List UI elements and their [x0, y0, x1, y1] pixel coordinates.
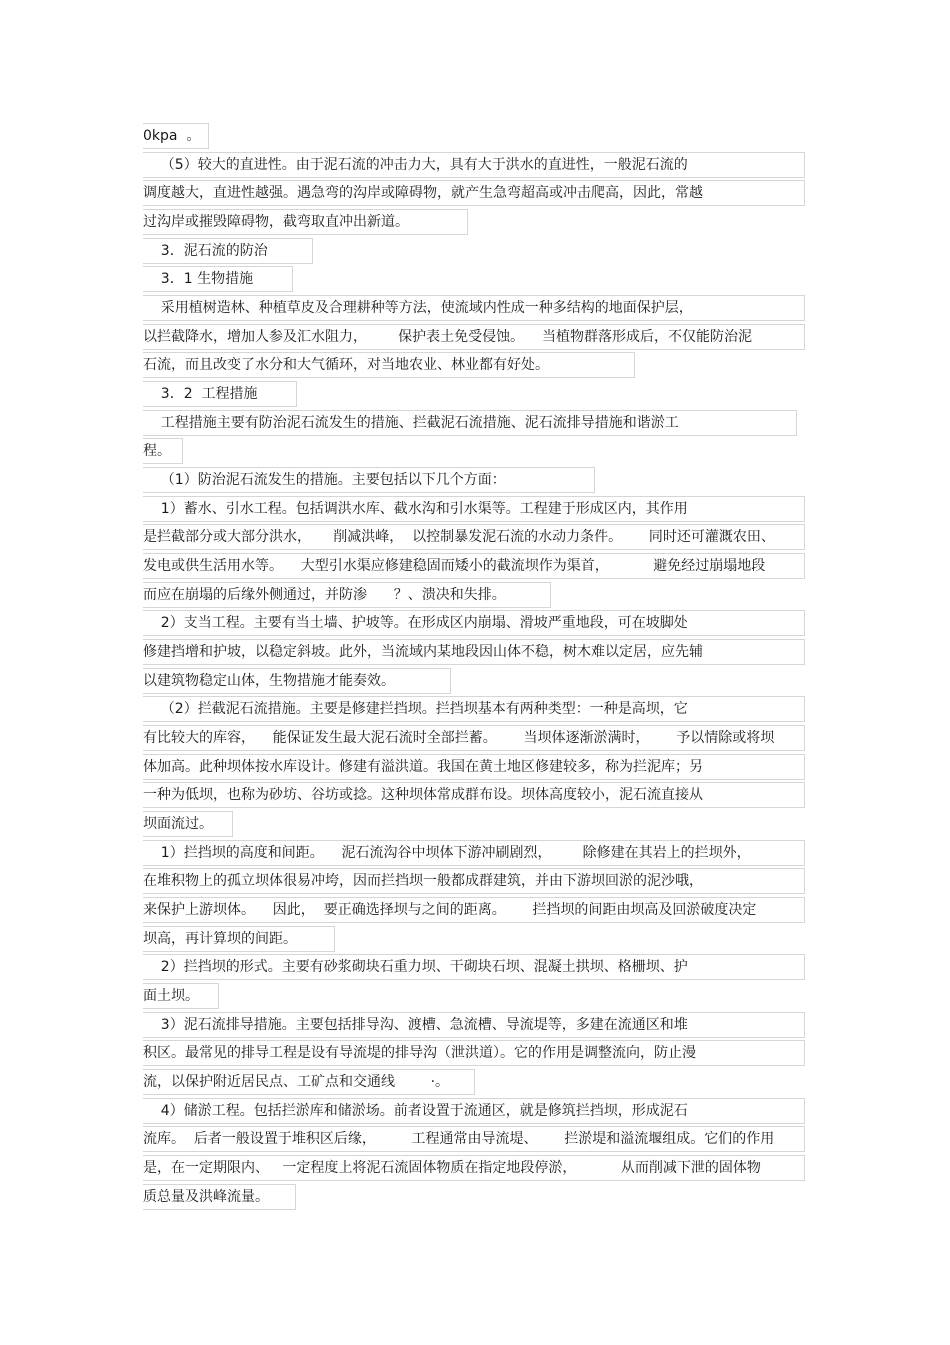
text-line — [143, 725, 805, 751]
text-line — [143, 811, 233, 837]
line-text: 1）拦挡坝的高度和间距。 泥石流沟谷中坝体下游冲刷剧烈， 除修建在其岩上的拦坝外， — [143, 845, 751, 861]
text-line — [143, 524, 805, 550]
line-text: 流，以保护附近居民点、工矿点和交通线 ·。 — [143, 1074, 450, 1090]
line-text: （1）防治泥石流发生的措施。主要包括以下几个方面： — [143, 472, 506, 488]
line-text: 流库。 后者一般设置于堆积区后缘， 工程通常由导流堤、 拦淤堤和溢流堰组成。它们的作用 — [143, 1131, 775, 1147]
text-line — [143, 1126, 805, 1152]
line-text: 是，在一定期限内、 一定程度上将泥石流固体物质在指定地段停淤， 从而削减下泄的固体物 — [143, 1160, 761, 1176]
line-text: 调度越大，直进性越强。遇急弯的沟岸或障碍物，就产生急弯超高或冲击爬高，因此，常越 — [143, 185, 703, 201]
text-line — [143, 352, 635, 378]
text-line — [143, 582, 551, 608]
text-line — [143, 467, 595, 493]
line-text: 体加高。此种坝体按水库设计。修建有溢洪道。我国在黄土地区修建较多，称为拦泥库；另 — [143, 759, 703, 775]
line-text: 有比较大的库容， 能保证发生最大泥石流时全部拦蓄。 当坝体逐渐淤满时， 予以情除或将坝 — [143, 730, 775, 746]
text-line — [143, 868, 805, 894]
text-line — [143, 209, 468, 235]
line-text: 在堆积物上的孤立坝体很易冲垮，因而拦挡坝一般都成群建筑，并由下游坝回淤的泥沙哦， — [143, 873, 703, 889]
line-text: 工程措施主要有防治泥石流发生的措施、拦截泥石流措施、泥石流排导措施和谐淤工 — [143, 415, 679, 431]
text-line — [143, 840, 805, 866]
text-line — [143, 180, 805, 206]
section-heading — [143, 381, 297, 407]
line-text: 坝面流过。 — [143, 816, 213, 832]
line-text: 一种为低坝，也称为砂坊、谷坊或捻。这种坝体常成群布设。坝体高度较小，泥石流直接从 — [143, 787, 703, 803]
text-line — [143, 954, 805, 980]
text-line — [143, 123, 209, 149]
line-text: 0kpa 。 — [143, 128, 201, 144]
line-text: 3）泥石流排导措施。主要包括排导沟、渡槽、急流槽、导流堤等，多建在流通区和堆 — [143, 1017, 688, 1033]
line-text: 面土坝。 — [143, 988, 199, 1004]
text-line — [143, 668, 451, 694]
line-text: 程。 — [143, 443, 171, 459]
line-text: 采用植树造林、种植草皮及合理耕种等方法，使流域内性成一种多结构的地面保护层， — [143, 300, 693, 316]
line-text: 以建筑物稳定山体，生物措施才能奏效。 — [143, 673, 395, 689]
line-text: 2）支当工程。主要有当土墙、护坡等。在形成区内崩塌、滑坡严重地段，可在坡脚处 — [143, 615, 688, 631]
line-text: 积区。最常见的排导工程是设有导流堤的排导沟（泄洪道）。它的作用是调整流向，防止漫 — [143, 1045, 696, 1061]
line-text: 3．1 生物措施 — [143, 271, 254, 287]
line-text: 修建挡增和护坡，以稳定斜坡。此外，当流域内某地段因山体不稳，树木难以定居，应先辅 — [143, 644, 703, 660]
text-line — [143, 754, 805, 780]
text-line — [143, 926, 335, 952]
line-text: 发电或供生活用水等。 大型引水渠应修建稳固而矮小的截流坝作为渠首， 避免经过崩塌地段 — [143, 558, 766, 574]
line-text: 是拦截部分或大部分洪水， 削减洪峰， 以控制暴发泥石流的水动力条件。 同时还可灌溉农田、 — [143, 529, 775, 545]
line-text: 石流，而且改变了水分和大气循环，对当地农业、林业都有好处。 — [143, 357, 549, 373]
section-heading — [143, 266, 293, 292]
text-line — [143, 1155, 805, 1181]
line-text: 1）蓄水、引水工程。包括调洪水库、截水沟和引水渠等。工程建于形成区内，其作用 — [143, 501, 688, 517]
text-line — [143, 152, 805, 178]
line-text: 来保护上游坝体。 因此， 要正确选择坝与之间的距离。 拦挡坝的间距由坝高及回淤破度决定 — [143, 902, 757, 918]
text-line — [143, 324, 805, 350]
section-heading — [143, 238, 313, 264]
text-line — [143, 295, 805, 321]
text-line — [143, 1184, 296, 1210]
text-line — [143, 897, 805, 923]
text-line — [143, 553, 805, 579]
line-text: 而应在崩塌的后缘外侧通过，并防渗 ？、溃决和失排。 — [143, 587, 506, 603]
line-text: 质总量及洪峰流量。 — [143, 1189, 269, 1205]
text-line — [143, 696, 805, 722]
text-line — [143, 983, 219, 1009]
line-text: 3．2 工程措施 — [143, 386, 258, 402]
text-line — [143, 1040, 805, 1066]
text-line — [143, 639, 805, 665]
text-line — [143, 496, 805, 522]
text-line — [143, 1069, 475, 1095]
line-text: 3．泥石流的防治 — [143, 243, 268, 259]
line-text: 2）拦挡坝的形式。主要有砂浆砌块石重力坝、干砌块石坝、混凝土拱坝、格栅坝、护 — [143, 959, 688, 975]
text-line — [143, 782, 805, 808]
line-text: 过沟岸或摧毁障碍物，截弯取直冲出新道。 — [143, 214, 409, 230]
line-text: 坝高，再计算坝的间距。 — [143, 931, 297, 947]
line-text: 4）储淤工程。包括拦淤库和储淤场。前者设置于流通区，就是修筑拦挡坝，形成泥石 — [143, 1103, 688, 1119]
line-text: 以拦截降水，增加人参及汇水阻力， 保护表土免受侵蚀。 当植物群落形成后，不仅能防治泥 — [143, 329, 752, 345]
line-text: （2）拦截泥石流措施。主要是修建拦挡坝。拦挡坝基本有两种类型：一种是高坝，它 — [143, 701, 688, 717]
text-line — [143, 610, 805, 636]
text-line — [143, 410, 797, 436]
text-line — [143, 438, 183, 464]
text-line — [143, 1098, 805, 1124]
line-text: （5）较大的直进性。由于泥石流的冲击力大，具有大于洪水的直进性，一般泥石流的 — [143, 157, 688, 173]
text-line — [143, 1012, 805, 1038]
